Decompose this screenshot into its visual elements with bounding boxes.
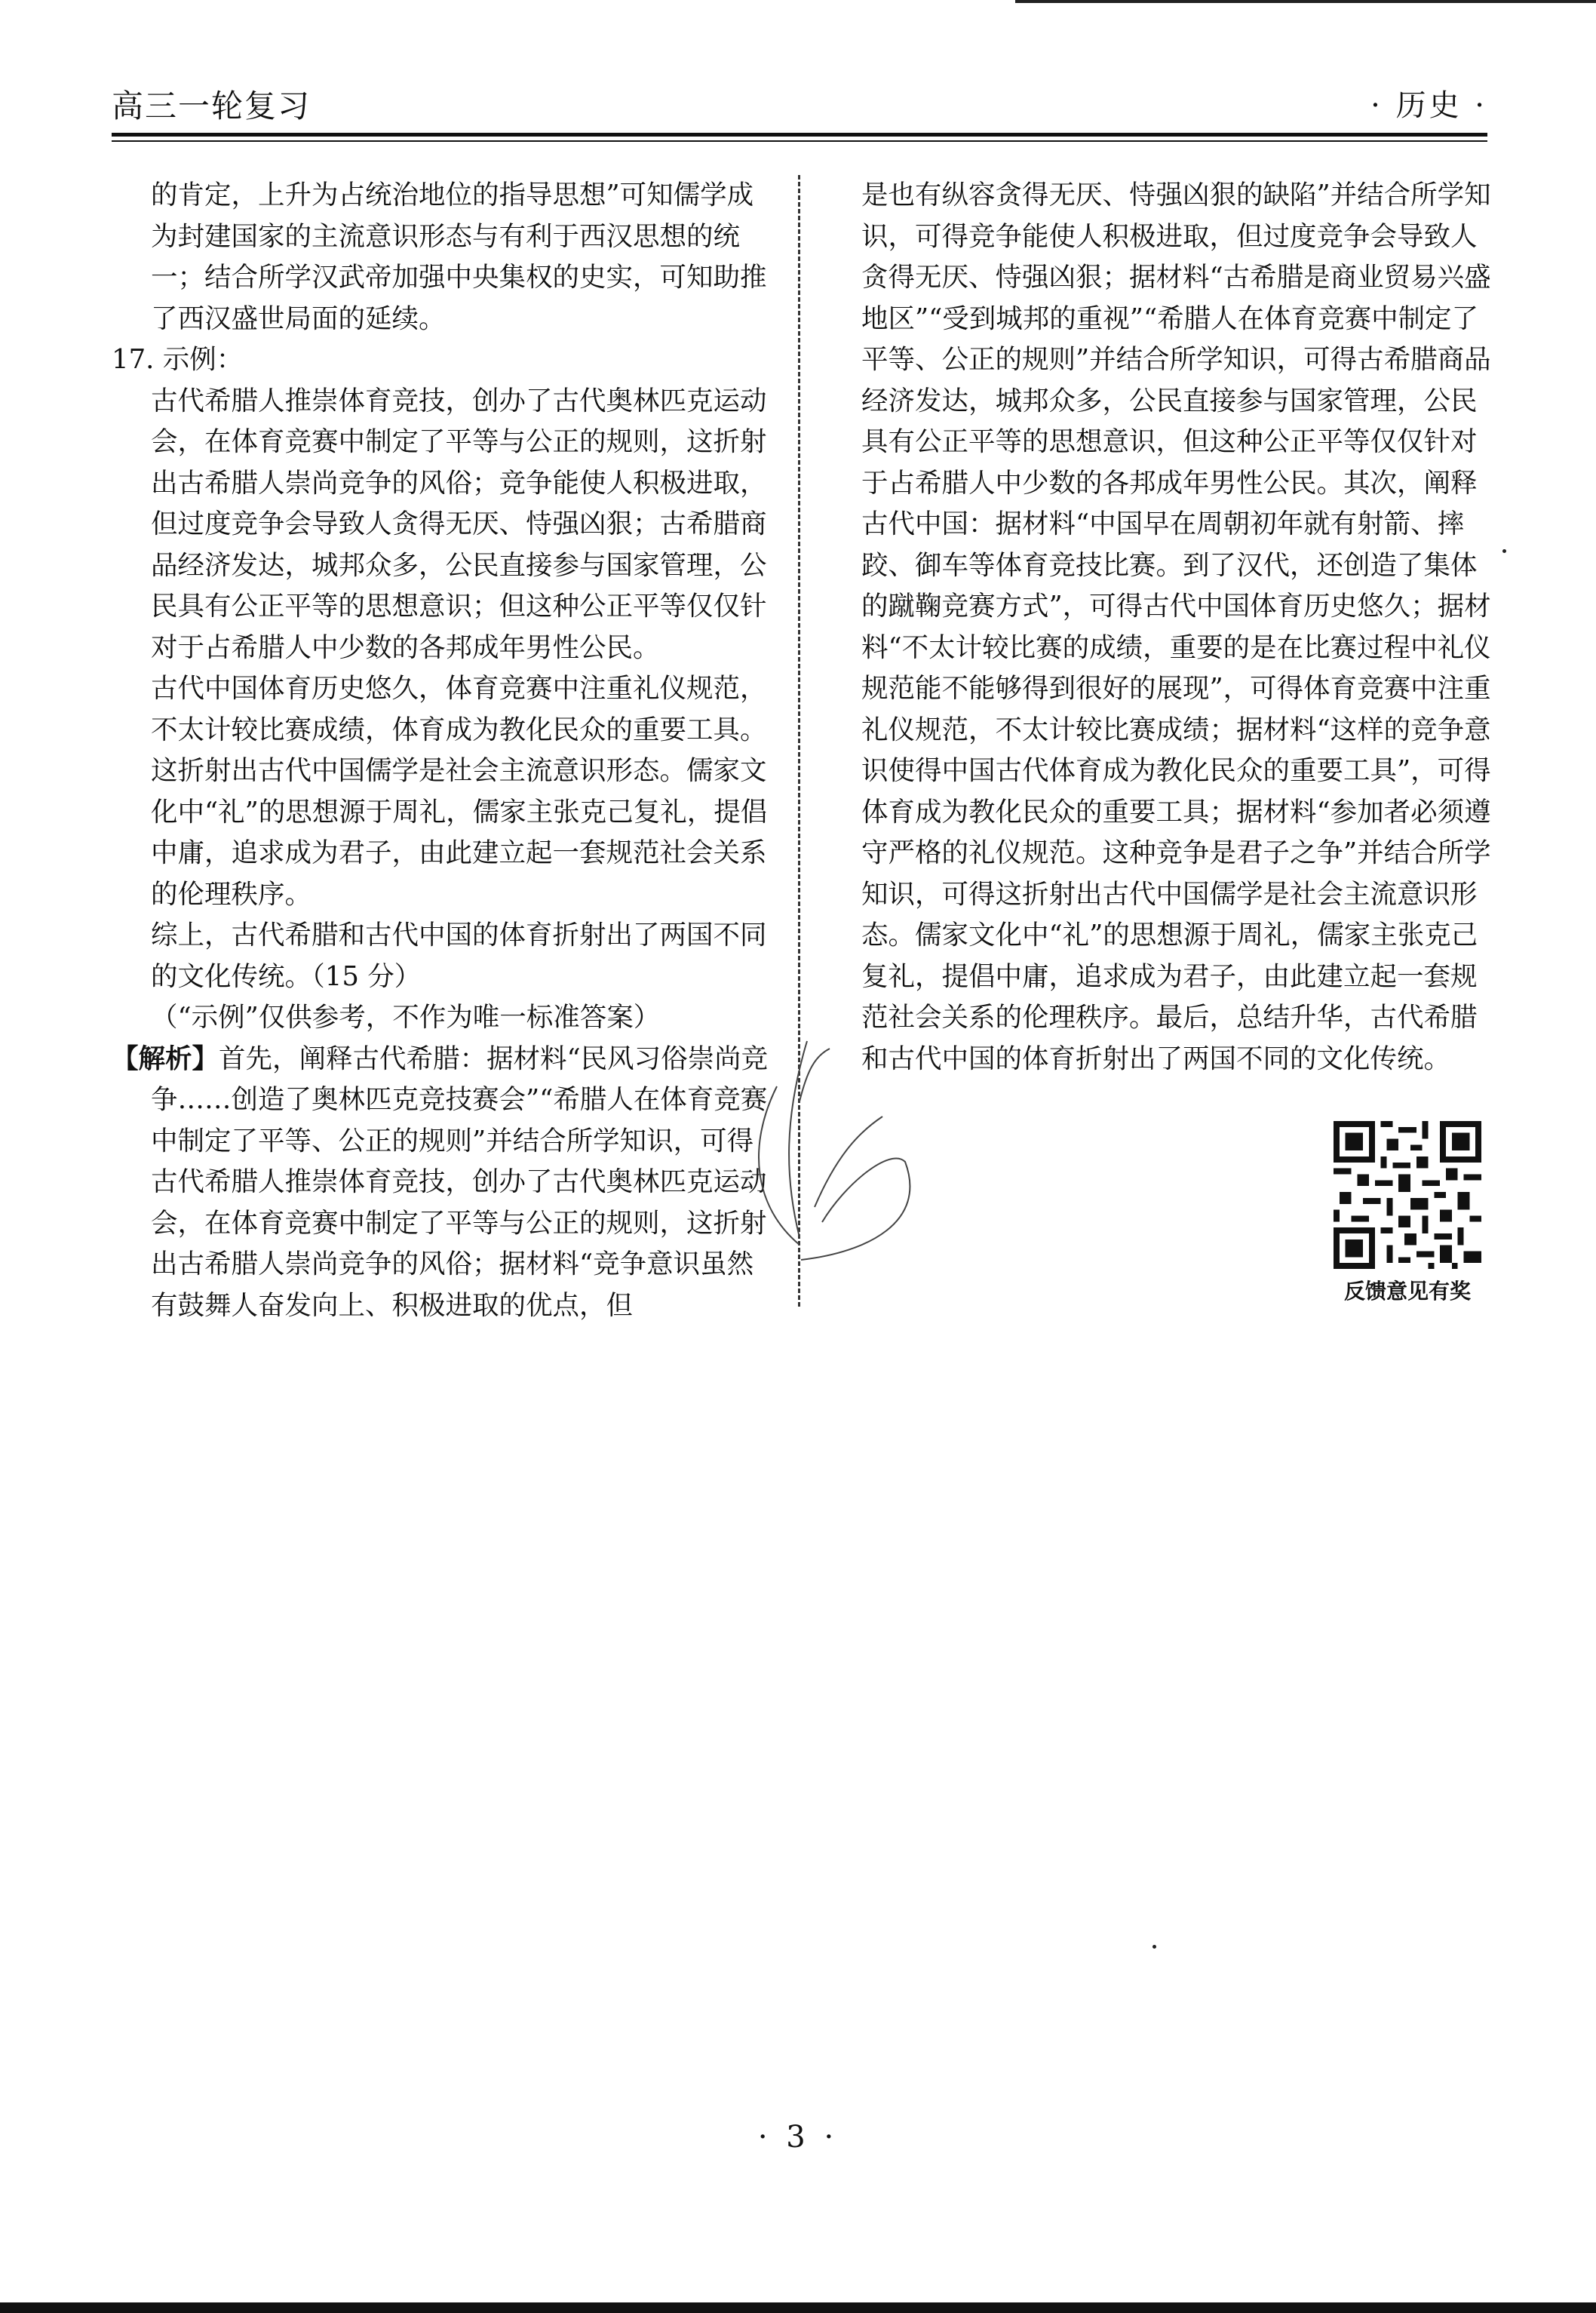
- scan-speck: [1502, 549, 1506, 553]
- question-label: 17. 示例：: [112, 344, 244, 375]
- header-subject: · 历史 ·: [1370, 88, 1487, 123]
- bottom-edge-bar: [0, 2302, 1596, 2313]
- answer-note: （“示例”仅供参考，不作为唯一标准答案）: [151, 1002, 661, 1033]
- analysis-label: 【解析】: [112, 1043, 219, 1074]
- header-title: 高三一轮复习: [112, 88, 312, 124]
- header-rule-thick: [112, 133, 1487, 137]
- feedback-qr-code[interactable]: [1334, 1121, 1481, 1269]
- answer-paragraph-summary: 综上，古代希腊和古代中国的体育折射出了两国不同的文化传统。（15 分）: [151, 920, 767, 992]
- answer-paragraph-china: 古代中国体育历史悠久，体育竞赛中注重礼仪规范，不太计较比赛成绩，体育成为教化民众的重要工具。这折射出古代中国儒学是社会主流意识形态。儒家文化中“礼”的思想源于周礼，儒家主张克己复礼，提倡中庸，追求成为君子，由此建立起一套规范社会关系的伦理秩序。: [151, 673, 768, 910]
- page-number: · 3 ·: [757, 2120, 839, 2155]
- analysis-paragraph: [112, 1039, 775, 1327]
- column-divider: [798, 175, 800, 1307]
- header-rule-thin: [112, 140, 1487, 142]
- answer-paragraph-greece: 古代希腊人推崇体育竞技，创办了古代奥林匹克运动会，在体育竞赛中制定了平等与公正的规则，这折射出古希腊人崇尚竞争的风俗；竞争能使人积极进取，但过度竞争会导致人贪得无厌、恃强凶狠；古希腊商品经济发达，城邦众多，公民直接参与国家管理，公民具有公正平等的思想意识；但这种公正平等仅仅针对于占希腊人中少数的各邦成年男性公民。: [151, 385, 767, 663]
- scan-speck: [1152, 1945, 1156, 1949]
- left-column: [112, 175, 775, 1326]
- analysis-continued: 是也有纵容贪得无厌、恃强凶狠的缺陷”并结合所学知识，可得竞争能使人积极进取，但过度竞争会导致人贪得无厌、恃强凶狠；据材料“古希腊是商业贸易兴盛地区”“受到城邦的重视”“希腊人在体育竞赛中制定了平等、公正的规则”并结合所学知识，可得古希腊商品经济发达，城邦众多，公民直接参与国家管理，公民具有公正平等的思想意识，但这种公正平等仅仅针对于占希腊人中少数的各邦成年男性公民。其次，阐释古代中国：据材料“中国早在周朝初年就有射箭、摔跤、御车等体育竞技比赛。到了汉代，还创造了集体的蹴鞠竞赛方式”，可得古代中国体育历史悠久；据材料“不太计较比赛的成绩，重要的是在比赛过程中礼仪规范能不能够得到很好的展现”，可得体育竞赛中注重礼仪规范，不太计较比赛成绩；据材料“这样的竞争意识使得中国古代体育成为教化民众的重要工具”，可得体育成为教化民众的重要工具；据材料“参加者必须遵守严格的礼仪规范。这种竞争是君子之争”并结合所学知识，可得这折射出古代中国儒学是社会主流意识形态。儒家文化中“礼”的思想源于周礼，儒家主张克己复礼，提倡中庸，追求成为君子，由此建立起一套规范社会关系的伦理秩序。最后，总结升华，古代希腊和古代中国的体育折射出了两国不同的文化传统。: [861, 180, 1491, 1074]
- right-column: [861, 175, 1495, 1080]
- page-header: [112, 81, 1487, 134]
- analysis-text: 首先，阐释古代希腊：据材料“民风习俗崇尚竞争……创造了奥林匹克竞技赛会”“希腊人在体育竞赛中制定了平等、公正的规则”并结合所学知识，可得古代希腊人推崇体育竞技，创办了古代奥林匹克运动会，在体育竞赛中制定了平等与公正的规则，这折射出古希腊人崇尚竞争的风俗；据材料“竞争意识虽然有鼓舞人奋发向上、积极进取的优点，但: [151, 1043, 769, 1321]
- top-edge-line: [1015, 0, 1596, 3]
- intro-paragraph: 的肯定，上升为占统治地位的指导思想”可知儒学成为封建国家的主流意识形态与有利于西汉思想的统一；结合所学汉武帝加强中央集权的史实，可知助推了西汉盛世局面的延续。: [151, 180, 767, 334]
- qr-label: 反馈意见有奖: [1343, 1279, 1471, 1304]
